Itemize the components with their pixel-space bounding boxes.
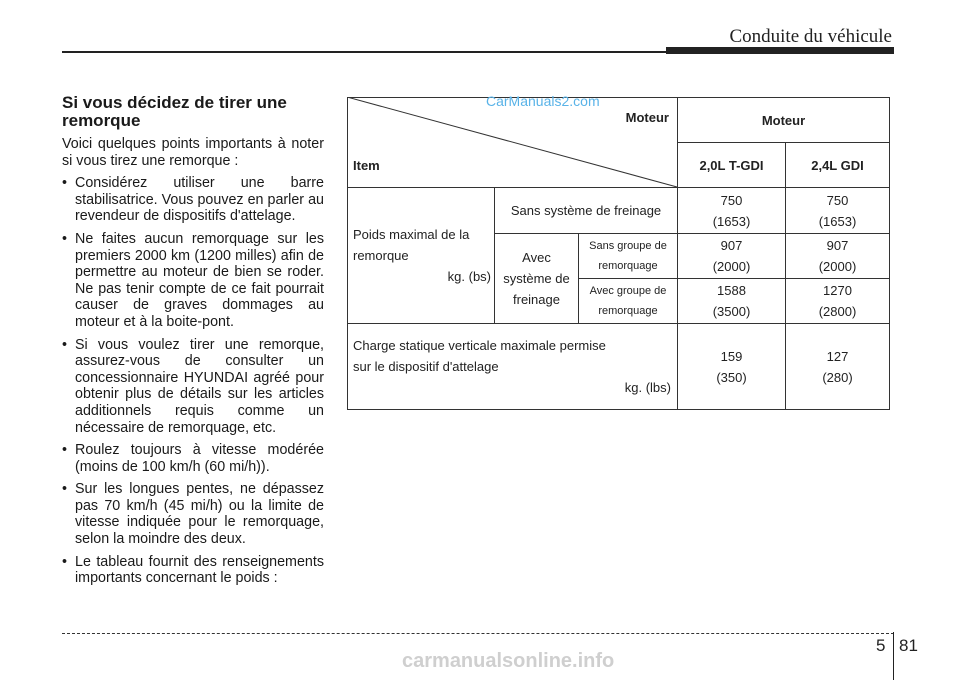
column-header-2-0l: 2,0L T-GDI [699, 157, 764, 173]
page-number-separator [893, 632, 894, 680]
row-label-with-brake [495, 234, 578, 323]
row-label-tongue-load [353, 324, 671, 409]
label-unit: kg. (bs) [447, 269, 491, 284]
value-kg: 907 [720, 238, 743, 253]
footer-rule [62, 633, 894, 634]
value-cell [786, 188, 889, 233]
label-line: remorquage [598, 260, 658, 272]
label-line: sur le dispositif d'attelage [353, 359, 499, 374]
value-lb: (350) [716, 369, 747, 385]
value-lb: (2000) [818, 259, 857, 274]
label-line: remorquage [598, 305, 658, 317]
bullet-icon: • [62, 230, 68, 247]
label-line: Poids maximal de la [353, 227, 470, 242]
watermark-top: CarManuals2.com [486, 93, 600, 109]
row-label-with-towing-package [579, 279, 677, 323]
value-cell [678, 234, 785, 278]
value-kg: 750 [826, 192, 849, 208]
value-kg: 159 [720, 348, 743, 364]
value-cell [786, 279, 889, 323]
page-number: 81 [899, 636, 918, 655]
diagonal-header-bottom: Item [353, 157, 380, 173]
label-line: Avec [522, 250, 551, 265]
bullet-icon: • [62, 442, 68, 459]
value-cell [678, 188, 785, 233]
bullet-text: Le tableau fournit des renseignements importants concernant le poids : [75, 553, 324, 587]
row-label-no-brake: Sans système de freinage [510, 203, 662, 218]
towing-weight-table [347, 97, 890, 410]
label-line: Charge statique verticale maximale permise [353, 338, 606, 353]
left-column [62, 94, 324, 593]
engine-header: Moteur [761, 112, 806, 128]
bullet-text: Ne faites aucun remorquage sur les premiers 2000 km (1200 milles) afin de permettre au moteur de bien se roder. Ne pas tenir compte de ce fait pourrait causer de graves dommages au moteur et à la boite-pont. [75, 230, 324, 330]
bullet-text: Si vous voulez tirer une remorque, assurez-vous de consulter un concessionnaire HYUNDAI agréé pour obtenir plus de détails sur les articles additionnels requis comme un nécessaire de remorquage, etc. [75, 336, 324, 436]
watermark-bottom: carmanualsonline.info [402, 650, 615, 672]
value-lb: (2000) [712, 259, 751, 274]
value-cell [786, 234, 889, 278]
value-lb: (3500) [712, 304, 751, 319]
value-lb: (1653) [818, 213, 857, 229]
bullet-item [62, 481, 324, 547]
label-line: système de [503, 271, 570, 286]
header-rule-bar [666, 47, 894, 54]
bullet-item [62, 337, 324, 437]
value-lb: (2800) [818, 304, 857, 319]
page-header-title: Conduite du véhicule [729, 26, 892, 47]
value-kg: 1588 [717, 283, 746, 298]
bullet-icon: • [62, 481, 68, 498]
value-kg: 127 [826, 348, 849, 364]
value-lb: (1653) [712, 213, 751, 229]
value-kg: 750 [720, 192, 743, 208]
bullet-item [62, 175, 324, 225]
chapter-number: 5 [876, 636, 886, 655]
label-line: freinage [513, 292, 560, 307]
column-header-2-4l: 2,4L GDI [811, 157, 864, 173]
diagonal-header-top: Moteur [625, 109, 669, 125]
bullet-icon: • [62, 175, 68, 192]
label-line: Avec groupe de [589, 285, 667, 297]
bullet-text: Considérez utiliser une barre stabilisatrice. Vous pouvez en parler au revendeur de dispositifs d'attelage. [75, 175, 324, 225]
label-unit: kg. (lbs) [624, 380, 671, 395]
value-kg: 1270 [823, 283, 852, 298]
value-cell [678, 324, 785, 409]
row-label-without-towing-package [579, 234, 677, 278]
bullet-text: Sur les longues pentes, ne dépassez pas 70 km/h (45 mi/h) ou la limite de vitesse indiquée pour le remorquage, selon la moindre des deux. [75, 481, 324, 548]
bullet-item [62, 554, 324, 587]
bullet-list [62, 175, 324, 587]
value-cell [678, 279, 785, 323]
label-line: Sans groupe de [589, 240, 667, 252]
intro-paragraph: Voici quelques points importants à noter si vous tirez une remorque : [62, 136, 324, 169]
bullet-text: Roulez toujours à vitesse modérée (moins de 100 km/h (60 mi/h)). [75, 442, 324, 475]
header-rule [62, 51, 666, 53]
value-lb: (280) [822, 369, 853, 385]
bullet-item [62, 442, 324, 475]
bullet-item [62, 231, 324, 331]
row-label-max-trailer-weight [353, 188, 491, 323]
bullet-icon: • [62, 336, 68, 353]
section-title: Si vous décidez de tirer une remorque [62, 93, 287, 130]
bullet-icon: • [62, 553, 68, 570]
label-line: remorque [353, 248, 409, 263]
value-kg: 907 [826, 238, 849, 253]
value-cell [786, 324, 889, 409]
